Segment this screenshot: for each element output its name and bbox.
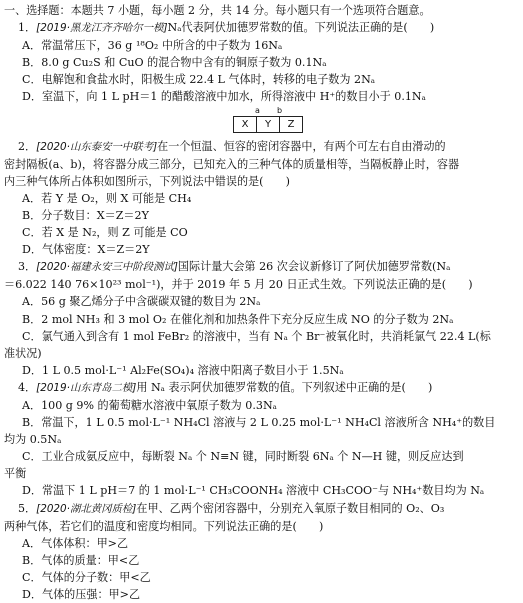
- compartment-x: X: [234, 117, 257, 132]
- q5-stem-line-1: [4, 500, 517, 518]
- q1-option-a: A．常温常压下，36 g ¹⁸O₂ 中所含的中子数为 16Nₐ: [22, 39, 283, 53]
- q3-source: [2020·福建永安三中阶段测试]: [36, 261, 178, 274]
- q1-source: [2019·黑龙江齐齐哈尔一模]: [36, 22, 168, 35]
- q4-option-b-line-2: 均为 0.5Nₐ: [4, 433, 62, 447]
- q5-option-b: B．气体的质量：甲<乙: [22, 553, 140, 567]
- q3-option-b: B．2 mol NH₃ 和 3 mol O₂ 在催化剂和加热条件下充分反应生成 NO 的分子数为 2Nₐ: [22, 312, 454, 326]
- q2-option-b: B．分子数目：X＝Z＝2Y: [22, 208, 149, 222]
- q2-option-a: A．若 Y 是 O₂，则 X 可能是 CH₄: [22, 191, 192, 205]
- q2-source: [2020·山东泰安一中联考]: [36, 140, 158, 153]
- q3-stem-line-1: [4, 258, 517, 276]
- section-header: 一、选择题：本题共 7 小题，每小题 2 分，共 14 分。每小题只有一个选项符合题意。: [4, 4, 431, 17]
- q5-option-a: A．气体体积：甲>乙: [22, 536, 129, 550]
- q1-stem-text: Nₐ代表阿伏加德罗常数的值。下列说法正确的是( ): [167, 21, 435, 35]
- q2-number: 2．: [18, 139, 37, 153]
- q5-source: [2020·湖北黄冈质检]: [36, 502, 137, 515]
- q1-stem: [4, 19, 517, 37]
- q3-stem-text: 国际计量大会第 26 次会议新修订了阿伏加德罗常数(Nₐ: [177, 260, 451, 274]
- q1-option-c: C．电解饱和食盐水时，阳极生成 22.4 L 气体时，转移的电子数为 2Nₐ: [22, 73, 376, 87]
- q1-option-b: B．8.0 g Cu₂S 和 CuO 的混合物中含有的铜原子数为 0.1Nₐ: [22, 56, 327, 70]
- partition-label-b: b: [277, 105, 283, 115]
- q1-number: 1．: [18, 21, 37, 35]
- q5-number: 5．: [18, 501, 37, 515]
- q5-stem-line-2: 两种气体，若它们的温度和密度均相同。下列说法正确的是( ): [4, 519, 324, 533]
- q3-option-d: D．1 L 0.5 mol·L⁻¹ Al₂Fe(SO₄)₄ 溶液中阳离子数目小于 1.5Nₐ: [22, 363, 344, 377]
- q2-stem-line-3: 内三种气体所占体积如图所示，下列说法中错误的是( ): [4, 174, 291, 188]
- q4-stem-text: 用 Nₐ 表示阿伏加德罗常数的值。下列叙述中正确的是( ): [136, 380, 433, 394]
- q2-stem-line-2: 密封隔板(a、b)，将容器分成三部分，已知充入的三种气体的质量相等，当隔板静止时，容器: [4, 157, 460, 171]
- container-diagram: [4, 106, 517, 138]
- q1-option-d: D．室温下，向 1 L pH＝1 的醋酸溶液中加水，所得溶液中 H⁺的数目小于 0.1Nₐ: [22, 90, 426, 104]
- q3-stem-line-2: ＝6.022 140 76×10²³ mol⁻¹)，并于 2019 年 5 月 20 日正式生效。下列说法正确的是( ): [4, 278, 473, 292]
- q4-option-d: D．常温下 1 L pH＝7 的 1 mol·L⁻¹ CH₃COONH₄ 溶液中 CH₃COO⁻与 NH₄⁺数目均为 Nₐ: [22, 484, 485, 498]
- q3-option-a: A．56 g 聚乙烯分子中含碳碳双键的数目为 2Nₐ: [22, 295, 261, 309]
- q2-option-d: D．气体密度：X＝Z＝2Y: [22, 243, 150, 257]
- q5-option-d: D．气体的压强：甲>乙: [22, 588, 141, 601]
- q2-stem-text: 在一个恒温、恒容的密闭容器中，有两个可左右自由滑动的: [157, 139, 446, 153]
- partition-label-a: a: [255, 105, 260, 115]
- q3-option-c-line-1: C．氯气通入到含有 1 mol FeBr₂ 的溶液中，当有 Nₐ 个 Br⁻被氧化时，共消耗氯气 22.4 L(标: [22, 329, 491, 343]
- q2-option-c: C．若 X 是 N₂，则 Z 可能是 CO: [22, 226, 188, 240]
- q4-option-b-line-1: B．常温下，1 L 0.5 mol·L⁻¹ NH₄Cl 溶液与 2 L 0.25 mol·L⁻¹ NH₄Cl 溶液所含 NH₄⁺的数目: [22, 416, 496, 430]
- q3-option-c-line-2: 准状况): [4, 346, 42, 360]
- q4-number: 4．: [18, 380, 37, 394]
- q5-stem-text: 在甲、乙两个密闭容器中，分别充入氧原子数目相同的 O₂、O₃: [136, 501, 445, 515]
- q4-option-a: A．100 g 9% 的葡萄糖水溶液中氧原子数为 0.3Nₐ: [22, 398, 277, 412]
- q2-stem-line-1: [4, 138, 517, 156]
- container-box: [233, 116, 303, 133]
- q3-number: 3．: [18, 260, 37, 274]
- q4-source: [2019·山东青岛二模]: [36, 381, 137, 394]
- compartment-z: Z: [287, 118, 295, 130]
- compartment-y: Y: [257, 117, 280, 132]
- q4-stem: [4, 379, 517, 397]
- q5-option-c: C．气体的分子数：甲<乙: [22, 570, 151, 584]
- q4-option-c-line-1: C．工业合成氨反应中，每断裂 Nₐ 个 N≡N 键，同时断裂 6Nₐ 个 N—H 键，则反应达到: [22, 450, 464, 464]
- q4-option-c-line-2: 平衡: [4, 467, 27, 481]
